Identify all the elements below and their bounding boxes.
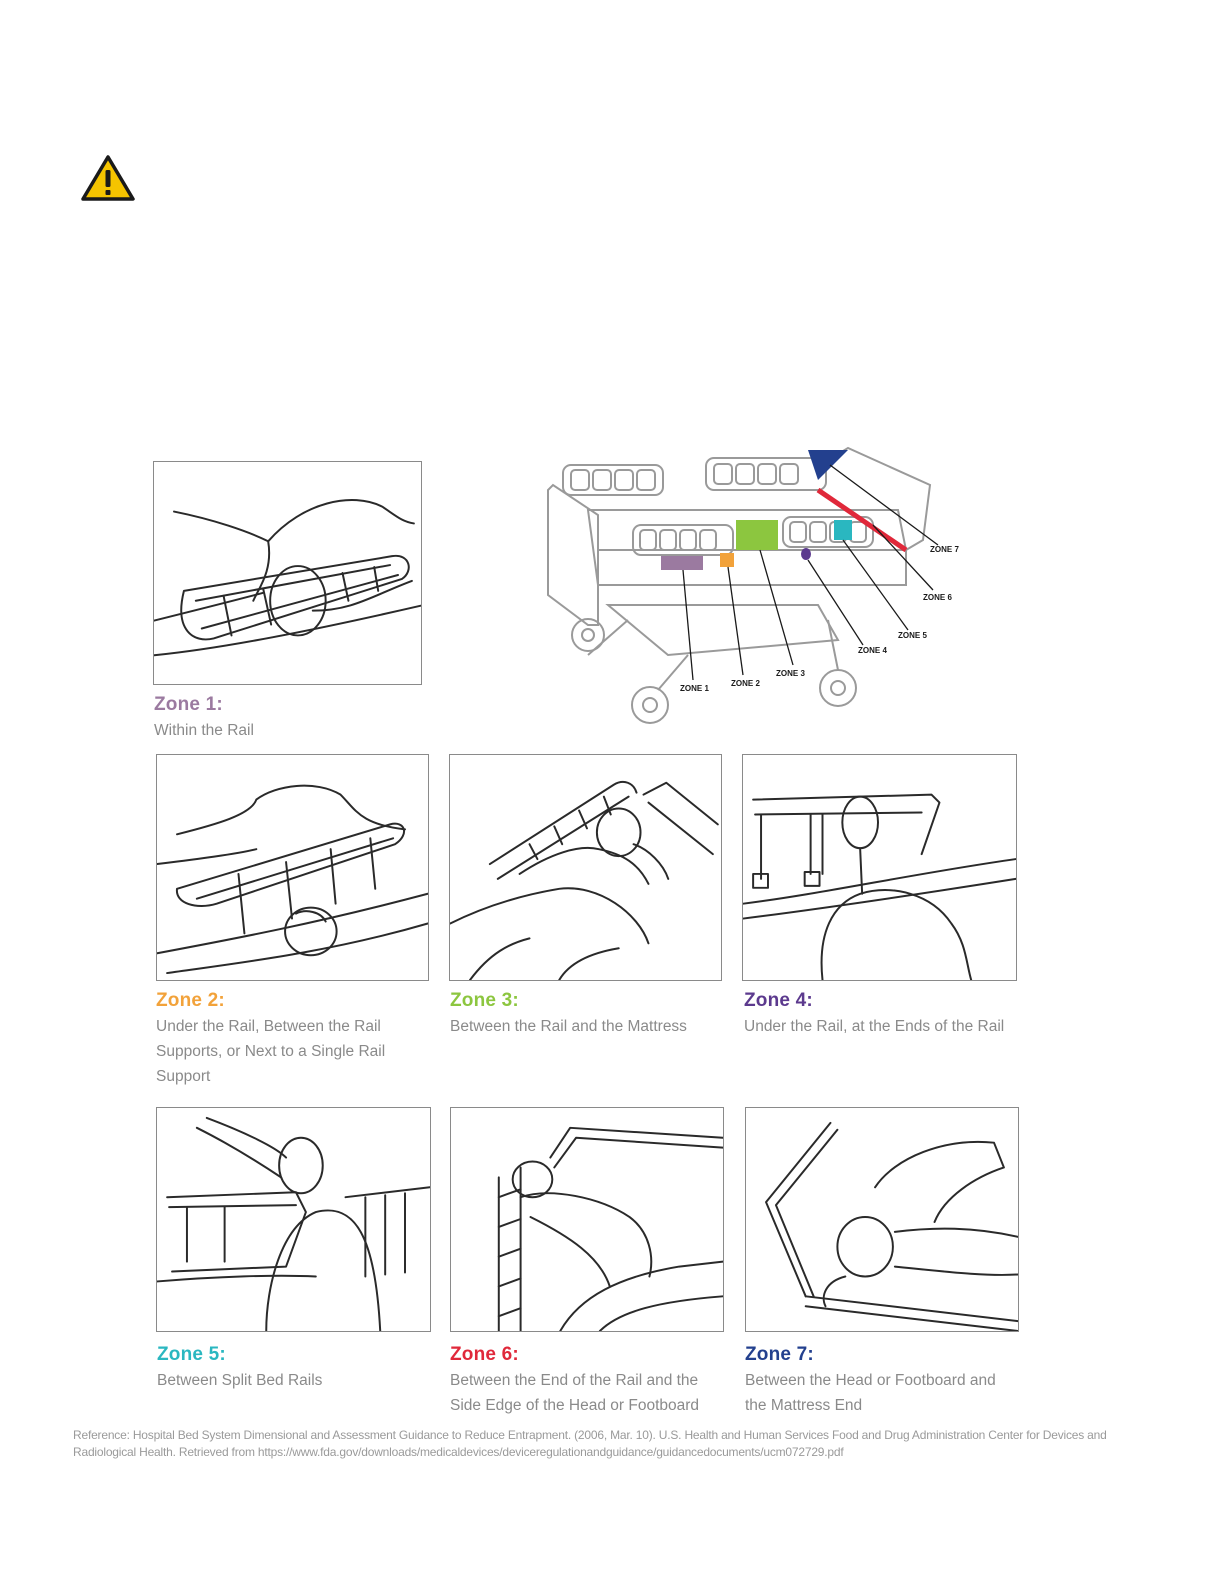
zone-7-label: ZONE 7 bbox=[930, 545, 959, 554]
zone-6-desc-line-1: Between the End of the Rail and the bbox=[450, 1372, 699, 1389]
zone-2-label: ZONE 2 bbox=[731, 679, 760, 688]
zone-3-illustration bbox=[449, 754, 722, 981]
reference-line-1: Reference: Hospital Bed System Dimensional and Assessment Guidance to Reduce Entrapment. (2006, Mar. 10). U.S. Health and Human Services Food and Drug Administration Center for Devices and bbox=[73, 1428, 1107, 1442]
zone-4-illustration bbox=[742, 754, 1017, 981]
zone-2-marker bbox=[720, 553, 734, 567]
zone-5-title: Zone 5: bbox=[157, 1344, 226, 1365]
zone-3-desc: Between the Rail and the Mattress bbox=[450, 1018, 687, 1035]
zone-3-marker bbox=[736, 520, 778, 550]
zone-2-title: Zone 2: bbox=[156, 990, 225, 1011]
zone-6-label: ZONE 6 bbox=[923, 593, 952, 602]
zone-2-desc-line-3: Support bbox=[156, 1068, 211, 1085]
zone-2-desc-line-2: Supports, or Next to a Single Rail bbox=[156, 1043, 386, 1060]
zone-6-title: Zone 6: bbox=[450, 1344, 519, 1365]
zone-4-desc: Under the Rail, at the Ends of the Rail bbox=[744, 1018, 1005, 1035]
zone-4-title: Zone 4: bbox=[744, 990, 813, 1011]
zone-7-desc-line-1: Between the Head or Footboard and bbox=[745, 1372, 996, 1389]
zone-1-illustration bbox=[153, 461, 422, 685]
zone-1-desc: Within the Rail bbox=[154, 722, 254, 739]
zone-4-label: ZONE 4 bbox=[858, 646, 887, 655]
zone-3-label: ZONE 3 bbox=[776, 669, 805, 678]
zone-6-illustration bbox=[450, 1107, 724, 1332]
zone-7-marker bbox=[808, 450, 848, 480]
zone-7-desc-line-2: the Mattress End bbox=[745, 1397, 863, 1414]
zone-5-label: ZONE 5 bbox=[898, 631, 927, 640]
zone-2-illustration bbox=[156, 754, 429, 981]
zone-5-illustration bbox=[156, 1107, 431, 1332]
reference-citation bbox=[73, 1427, 1163, 1461]
zone-1-label: ZONE 1 bbox=[680, 684, 709, 693]
warning-icon bbox=[80, 154, 136, 202]
zone-2-desc-line-1: Under the Rail, Between the Rail bbox=[156, 1018, 381, 1035]
bed-zones-diagram bbox=[538, 440, 978, 730]
zone-5-marker bbox=[834, 520, 852, 540]
zone-1-title: Zone 1: bbox=[154, 694, 223, 715]
zone-5-desc: Between Split Bed Rails bbox=[157, 1372, 323, 1389]
zone-6-desc-line-2: Side Edge of the Head or Footboard bbox=[450, 1397, 700, 1414]
zone-7-title: Zone 7: bbox=[745, 1344, 814, 1365]
zone-7-illustration bbox=[745, 1107, 1019, 1332]
zone-3-title: Zone 3: bbox=[450, 990, 519, 1011]
reference-line-2: Radiological Health. Retrieved from https://www.fda.gov/downloads/medicaldevices/deviceregulationandguidance/guidancedocuments/ucm072729.pdf bbox=[73, 1445, 844, 1459]
zone-4-marker bbox=[801, 548, 811, 560]
zone-1-marker bbox=[661, 556, 703, 570]
